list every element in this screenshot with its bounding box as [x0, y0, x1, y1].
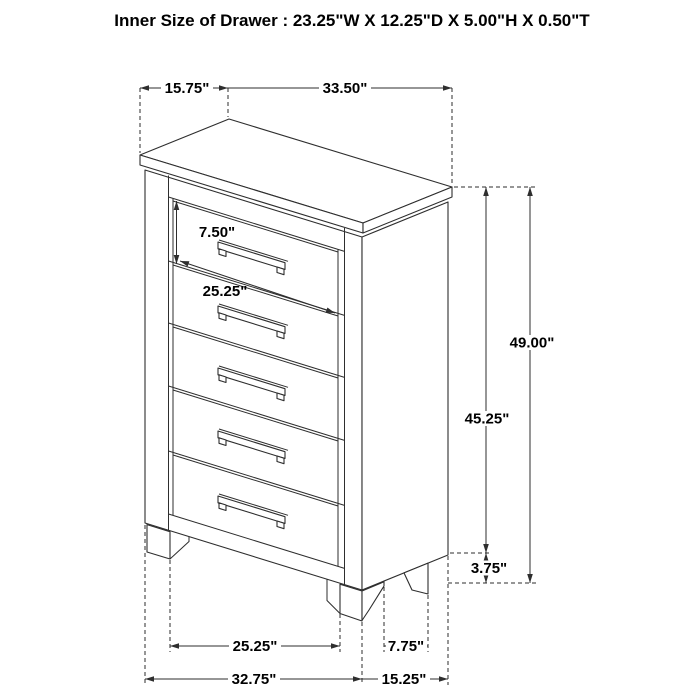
- dim-label-front-leg-clearance: 25.25": [232, 638, 278, 655]
- dim-label-top-width: 33.50": [322, 80, 368, 97]
- dim-label-base-depth: 15.25": [381, 671, 427, 688]
- page-title: Inner Size of Drawer : 23.25"W X 12.25"D X 5.00"H X 0.50"T: [114, 11, 590, 30]
- dim-label-drawer-width: 25.25": [202, 283, 248, 300]
- dim-label-leg-height: 3.75": [470, 560, 508, 577]
- chest-illustration: [140, 119, 452, 621]
- dim-label-side-leg-clearance: 7.75": [387, 638, 425, 655]
- dim-label-base-width: 32.75": [231, 671, 277, 688]
- dim-label-case-height: 45.25": [464, 410, 510, 428]
- dim-right: [448, 187, 558, 583]
- dim-label-overall-height: 49.00": [509, 334, 555, 352]
- dim-label-drawer-height: 7.50": [198, 224, 236, 241]
- chest-side-face: [362, 202, 448, 590]
- dim-label-top-depth: 15.75": [164, 80, 210, 97]
